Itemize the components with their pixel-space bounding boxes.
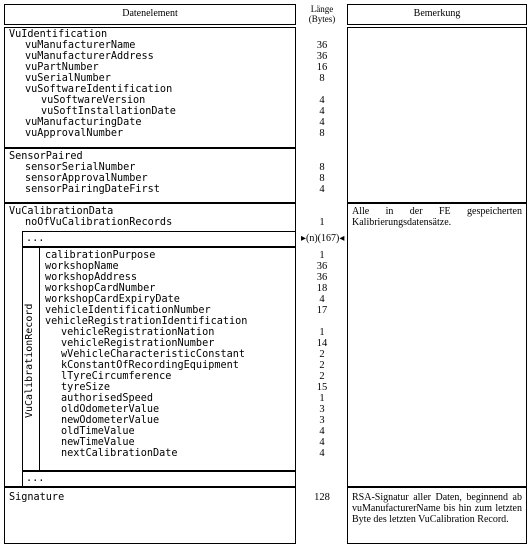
vusoftwareversion-label: vuSoftwareVersion bbox=[41, 95, 146, 106]
length-value: 1 bbox=[319, 393, 325, 404]
length-value: 36 bbox=[316, 40, 328, 51]
ltyrecircumference-label: lTyreCircumference bbox=[61, 371, 172, 382]
signature-label: Signature bbox=[9, 492, 65, 503]
length-value: 4 bbox=[319, 294, 325, 305]
length-value: 15 bbox=[316, 382, 328, 393]
vusoftwareidentification-label: vuSoftwareIdentification bbox=[25, 84, 173, 95]
ellipsis-bottom-box bbox=[22, 471, 296, 487]
kconstantofrecordingequipment-label: kConstantOfRecordingEquipment bbox=[61, 360, 239, 371]
length-value: 8 bbox=[319, 73, 325, 84]
workshopcardexpirydate-label: workshopCardExpiryDate bbox=[45, 294, 180, 305]
length-value: 4 bbox=[319, 426, 325, 437]
vucalibrationdata-label: VuCalibrationData bbox=[9, 206, 114, 217]
length-value: 16 bbox=[316, 62, 328, 73]
length-value: 2 bbox=[319, 360, 325, 371]
header-element: Datenelement bbox=[122, 8, 178, 19]
sensorpairingdatefirst-label: sensorPairingDateFirst bbox=[25, 184, 160, 195]
vuapprovalnumber-label: vuApprovalNumber bbox=[25, 128, 124, 139]
repeat-marker: ▸(n)(167)◂ bbox=[301, 233, 345, 244]
oldodometervalue-label: oldOdometerValue bbox=[61, 404, 160, 415]
length-value: 8 bbox=[319, 162, 325, 173]
workshopname-label: workshopName bbox=[45, 261, 119, 272]
length-value: 14 bbox=[316, 338, 328, 349]
signature-length: 128 bbox=[314, 492, 330, 503]
length-value: 4 bbox=[319, 95, 325, 106]
vusoftinstallationdate-label: vuSoftInstallationDate bbox=[41, 106, 176, 117]
length-value: 3 bbox=[319, 404, 325, 415]
signature-remark: RSA-Signatur aller Daten, beginnend ab vuManufacturerName bis hin zum letzten Byte des letzten VuCalibration Record. bbox=[352, 492, 522, 526]
length-value: 2 bbox=[319, 371, 325, 382]
vehicleregistrationidentification-label: vehicleRegistrationIdentification bbox=[45, 316, 248, 327]
vumanufacturingdate-label: vuManufacturingDate bbox=[25, 117, 142, 128]
vehicleidentificationnumber-label: vehicleIdentificationNumber bbox=[45, 305, 211, 316]
length-value: 4 bbox=[319, 448, 325, 459]
vumanufacturername-label: vuManufacturerName bbox=[25, 40, 136, 51]
length-value: 36 bbox=[316, 272, 328, 283]
ellipsis-bottom: ... bbox=[26, 473, 45, 484]
wvehiclecharacteristicconstant-label: wVehicleCharacteristicConstant bbox=[61, 349, 246, 360]
ellipsis-top-box bbox=[22, 231, 296, 247]
length-value: 4 bbox=[319, 184, 325, 195]
newtimevalue-label: newTimeValue bbox=[61, 437, 135, 448]
length-value: 8 bbox=[319, 173, 325, 184]
nextcalibrationdate-label: nextCalibrationDate bbox=[61, 448, 178, 459]
length-value: 36 bbox=[316, 51, 328, 62]
length-value: 3 bbox=[319, 415, 325, 426]
ellipsis-top: ... bbox=[26, 233, 45, 244]
sensorapprovalnumber-label: sensorApprovalNumber bbox=[25, 173, 148, 184]
length-value: 8 bbox=[319, 128, 325, 139]
vumanufactureraddress-label: vuManufacturerAddress bbox=[25, 51, 154, 62]
length-value: 18 bbox=[316, 283, 328, 294]
remark1-box bbox=[347, 27, 527, 203]
length-value: 4 bbox=[319, 106, 325, 117]
calibration-record-label: VuCalibrationRecord bbox=[24, 303, 35, 418]
remark3-box bbox=[347, 203, 527, 487]
vuidentification-label: VuIdentification bbox=[9, 29, 108, 40]
sensorpaired-label: SensorPaired bbox=[9, 151, 83, 162]
header-length-2: (Bytes) bbox=[308, 14, 336, 24]
length-value: 17 bbox=[316, 305, 328, 316]
vuserialnumber-label: vuSerialNumber bbox=[25, 73, 111, 84]
workshopaddress-label: workshopAddress bbox=[45, 272, 138, 283]
newodometervalue-label: newOdometerValue bbox=[61, 415, 160, 426]
header-remark: Bemerkung bbox=[413, 8, 461, 19]
length-value: 4 bbox=[319, 117, 325, 128]
vupartnumber-label: vuPartNumber bbox=[25, 62, 99, 73]
length-value: 36 bbox=[316, 261, 328, 272]
header-length-1: Länge bbox=[310, 4, 334, 14]
vehicleregistrationnumber-label: vehicleRegistrationNumber bbox=[61, 338, 215, 349]
length-value: 4 bbox=[319, 437, 325, 448]
length-value: 1 bbox=[319, 217, 325, 228]
workshopcardnumber-label: workshopCardNumber bbox=[45, 283, 156, 294]
length-value: 2 bbox=[319, 349, 325, 360]
vehicleregistrationnation-label: vehicleRegistrationNation bbox=[61, 327, 215, 338]
sensorserialnumber-label: sensorSerialNumber bbox=[25, 162, 136, 173]
length-value: 1 bbox=[319, 327, 325, 338]
length-value: 1 bbox=[319, 250, 325, 261]
calibration-remark: Alle in der FE gespeicherten Kalibrierungsdatensätze. bbox=[352, 206, 522, 229]
tyresize-label: tyreSize bbox=[61, 382, 111, 393]
noofvucalibrationrecords-label: noOfVuCalibrationRecords bbox=[25, 217, 173, 228]
calibrationpurpose-label: calibrationPurpose bbox=[45, 250, 156, 261]
oldtimevalue-label: oldTimeValue bbox=[61, 426, 135, 437]
authorisedspeed-label: authorisedSpeed bbox=[61, 393, 154, 404]
